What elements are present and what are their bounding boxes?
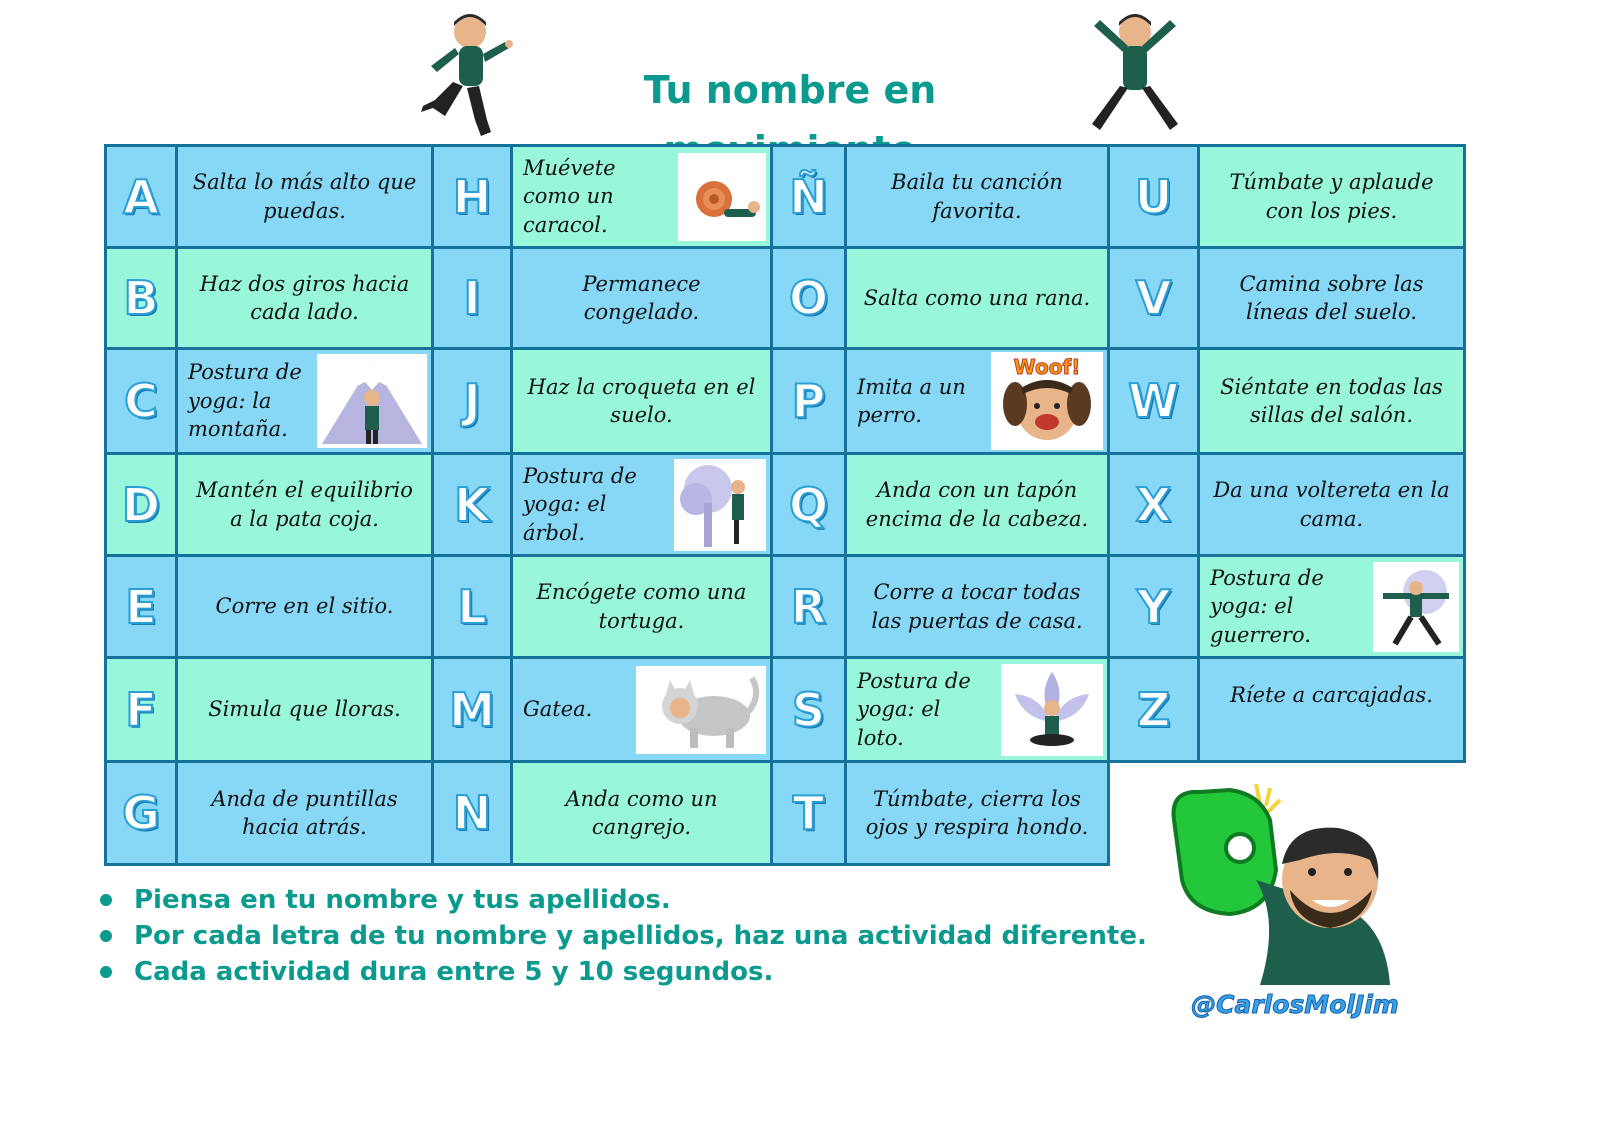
letter-p: P [791, 374, 826, 428]
letter-enye: Ñ [789, 169, 828, 224]
dog-woof-icon [991, 352, 1103, 450]
letter-a: A [123, 169, 159, 224]
lotus-pose-icon [1001, 664, 1103, 756]
letter-cell-l [431, 554, 513, 659]
activity-o: Salta como una rana. [863, 285, 1091, 310]
instructions-list [100, 882, 1147, 990]
activity-cell-l [510, 554, 773, 659]
author-handle: @CarlosMolJim [1191, 990, 1399, 1019]
activity-cell-w [1197, 347, 1466, 455]
activity-j: Haz la croqueta en el suelo. [527, 374, 756, 427]
cat-icon [636, 666, 766, 754]
letter-j: J [463, 374, 481, 428]
activity-cell-r [844, 554, 1110, 659]
activity-cell-s [844, 656, 1110, 763]
activity-cell-g [175, 760, 434, 866]
activity-d: Mantén el equilibrio a la pata coja. [196, 478, 413, 531]
activity-z: Ríete a carcajadas. [1230, 683, 1433, 707]
letter-m: M [449, 682, 495, 737]
letter-cell-t [770, 760, 847, 866]
letter-i: I [463, 271, 481, 325]
letter-cell-u [1107, 144, 1200, 249]
letter-z: Z [1136, 682, 1171, 737]
activity-cell-z [1197, 656, 1466, 763]
letter-k: K [454, 477, 490, 532]
bullet-icon [100, 966, 112, 978]
activity-p: Imita a un perro. [857, 374, 966, 427]
letter-h: H [452, 169, 492, 224]
letter-cell-x [1107, 452, 1200, 557]
letter-cell-g [104, 760, 178, 866]
activity-t: Túmbate, cierra los ojos y respira hondo. [865, 786, 1089, 839]
activity-y: Postura de yoga: el guerrero. [1210, 565, 1324, 647]
activity-cell-f [175, 656, 434, 763]
activity-cell-k [510, 452, 773, 557]
tree-pose-icon [674, 459, 766, 551]
activity-cell-enye [844, 144, 1110, 249]
letter-cell-y [1107, 554, 1200, 659]
activity-enye: Baila tu canción favorita. [891, 170, 1063, 223]
activity-cell-y [1197, 554, 1466, 659]
activity-b: Haz dos giros hacia cada lado. [199, 271, 410, 324]
activity-s: Postura de yoga: el loto. [857, 668, 971, 750]
letter-cell-d [104, 452, 178, 557]
letter-cell-v [1107, 246, 1200, 350]
letter-s: S [791, 682, 826, 737]
activity-cell-p [844, 347, 1110, 455]
activity-u: Túmbate y aplaude con los pies. [1229, 170, 1434, 223]
mascot-foam-hand-icon [1160, 780, 1400, 985]
letter-n: N [452, 786, 492, 840]
activity-a: Salta lo más alto que puedas. [192, 170, 417, 223]
activity-m: Gatea. [523, 697, 593, 722]
activity-cell-a [175, 144, 434, 249]
letter-y: Y [1136, 579, 1171, 634]
bullet-icon [100, 894, 112, 906]
activity-cell-t [844, 760, 1110, 866]
activity-cell-m [510, 656, 773, 763]
letter-cell-m [431, 656, 513, 763]
letter-cell-a [104, 144, 178, 249]
activity-cell-b [175, 246, 434, 350]
letter-cell-s [770, 656, 847, 763]
letter-d: D [121, 477, 161, 532]
running-man-icon [415, 8, 525, 143]
letter-cell-i [431, 246, 513, 350]
letter-w: W [1128, 374, 1179, 428]
letter-u: U [1134, 169, 1173, 224]
activity-cell-h [510, 144, 773, 249]
activity-cell-j [510, 347, 773, 455]
activity-l: Encógete como una tortuga. [536, 580, 747, 633]
activity-v: Camina sobre las líneas del suelo. [1239, 271, 1424, 324]
activity-cell-u [1197, 144, 1466, 249]
activity-cell-x [1197, 452, 1466, 557]
jumping-man-icon [1080, 8, 1190, 143]
activity-cell-n [510, 760, 773, 866]
letter-g: G [122, 786, 160, 840]
activity-f: Simula que lloras. [208, 697, 401, 722]
letter-cell-z [1107, 656, 1200, 763]
letter-l: L [457, 579, 487, 634]
instruction-item: Piensa en tu nombre y tus apellidos. [134, 882, 1147, 918]
letter-cell-h [431, 144, 513, 249]
letter-cell-n [431, 760, 513, 866]
letter-f: F [125, 682, 157, 737]
letter-t: T [792, 786, 825, 840]
activity-x: Da una voltereta en la cama. [1213, 478, 1450, 531]
activity-cell-o [844, 246, 1110, 350]
activity-e: Corre en el sitio. [215, 594, 394, 619]
letter-e: E [125, 579, 157, 634]
activity-c: Postura de yoga: la montaña. [188, 360, 302, 442]
woof-text: Woof! [1013, 355, 1081, 379]
letter-c: C [124, 374, 158, 428]
letter-cell-o [770, 246, 847, 350]
bullet-icon [100, 930, 112, 942]
letter-cell-f [104, 656, 178, 763]
warrior-pose-icon [1373, 562, 1459, 652]
instruction-item: Cada actividad dura entre 5 y 10 segundos. [134, 954, 1147, 990]
mountain-pose-icon [317, 354, 427, 448]
letter-cell-r [770, 554, 847, 659]
activity-k: Postura de yoga: el árbol. [523, 463, 637, 545]
letter-x: X [1135, 477, 1172, 532]
page-title: Tu nombre en [643, 68, 937, 112]
letter-cell-e [104, 554, 178, 659]
letter-cell-w [1107, 347, 1200, 455]
instruction-item: Por cada letra de tu nombre y apellidos, haz una actividad diferente. [134, 918, 1147, 954]
activity-cell-q [844, 452, 1110, 557]
activity-h: Muévete como un caracol. [523, 155, 616, 237]
letter-v: V [1135, 271, 1172, 325]
letter-cell-p [770, 347, 847, 455]
letter-cell-j [431, 347, 513, 455]
activity-cell-e [175, 554, 434, 659]
letter-o: O [788, 271, 829, 325]
letter-cell-c [104, 347, 178, 455]
letter-q: Q [788, 477, 829, 532]
snail-icon [678, 153, 766, 241]
activity-q: Anda con un tapón encima de la cabeza. [865, 478, 1089, 531]
letter-b: B [123, 271, 159, 325]
activity-i: Permanece congelado. [582, 271, 701, 324]
activity-cell-d [175, 452, 434, 557]
activity-w: Siéntate en todas las sillas del salón. [1220, 374, 1443, 427]
activity-cell-c [175, 347, 434, 455]
letter-cell-b [104, 246, 178, 350]
activity-n: Anda como un cangrejo. [565, 786, 718, 839]
letter-cell-q [770, 452, 847, 557]
activity-cell-v [1197, 246, 1466, 350]
letter-cell-k [431, 452, 513, 557]
activity-cell-i [510, 246, 773, 350]
letter-r: R [790, 579, 827, 634]
letter-cell-enye [770, 144, 847, 249]
activity-r: Corre a tocar todas las puertas de casa. [871, 580, 1083, 633]
activity-g: Anda de puntillas hacia atrás. [211, 786, 398, 839]
